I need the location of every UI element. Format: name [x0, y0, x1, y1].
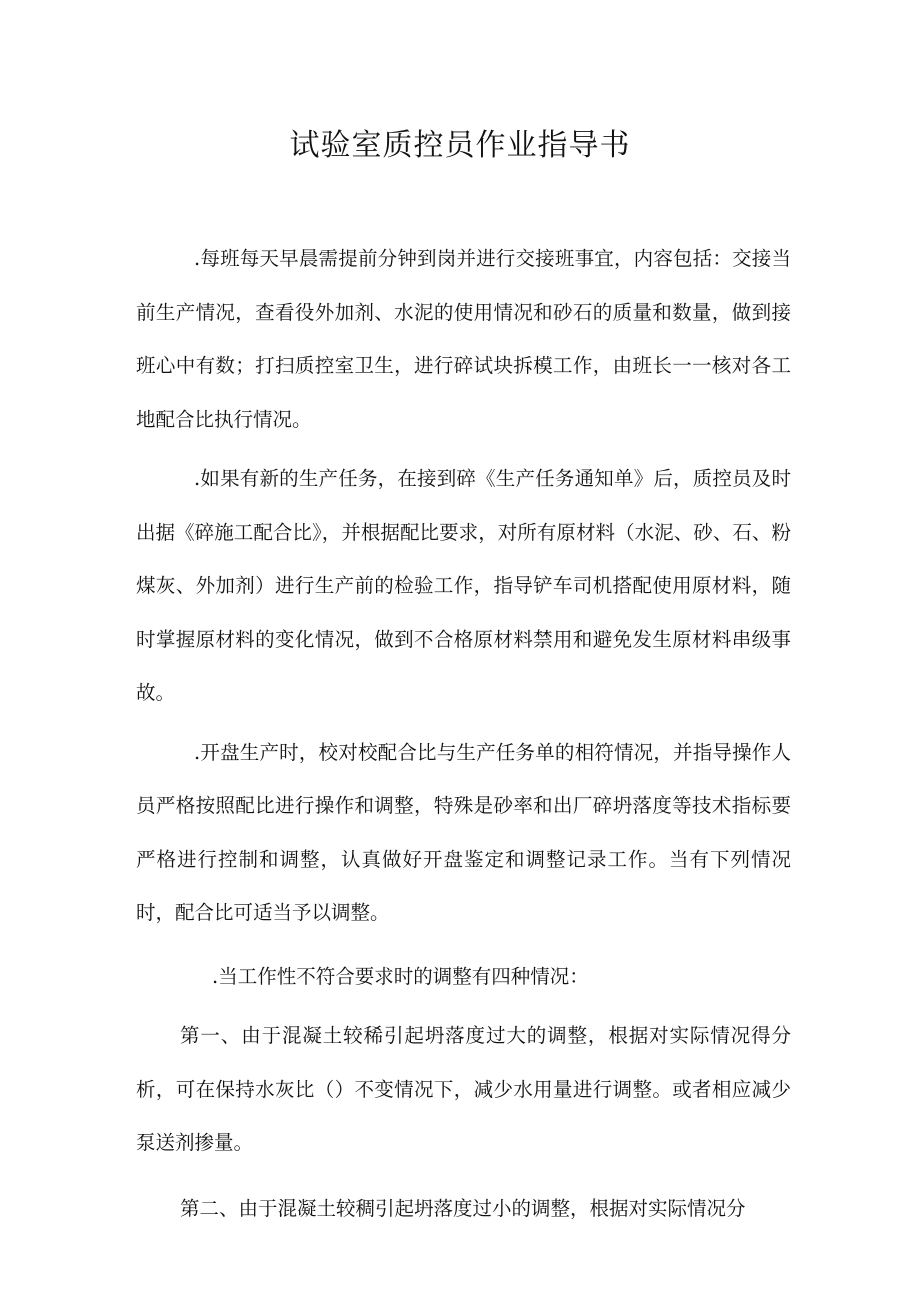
document-title: 试验室质控员作业指导书: [289, 128, 631, 163]
paragraph-adjustment-intro: .当工作性不符合要求时的调整有四种情况：: [212, 964, 589, 988]
paragraph-new-task: .如果有新的生产任务，在接到碎《生产任务通知单》后，质控员及时出据《碎施工配合比》，并根据配比要求，对所有原材料（水泥、砂、石、粉煤灰、外加剂）进行生产前的检验工作，指导铲车司机搭配使用原材料，随时掌握原材料的变化情况，做到不合格原材料禁用和避免发生原材料串级事故。: [136, 467, 791, 704]
paragraph-handover: .每班每天早晨需提前分钟到岗并进行交接班事宜，内容包括：交接当前生产情况，查看役外加剂、水泥的使用情况和砂石的质量和数量，做到接班心中有数；打扫质控室卫生，进行碎试块拆模工作，由班长一一核对各工地配合比执行情况。: [136, 247, 791, 431]
paragraph-start-production: .开盘生产时，校对校配合比与生产任务单的相符情况，并指导操作人员严格按照配比进行操作和调整，特殊是砂率和出厂碎坍落度等技术指标要严格进行控制和调整，认真做好开盘鉴定和调整记录工作。当有下列情况时，配合比可适当予以调整。: [136, 740, 791, 924]
paragraph-case-one: 第一、由于混凝土较稀引起坍落度过大的调整，根据对实际情况得分析，可在保持水灰比（）不变情况下，减少水用量进行调整。或者相应减少泵送剂掺量。: [136, 1024, 791, 1154]
paragraph-case-two: 第二、由于混凝土较稠引起坍落度过小的调整，根据对实际情况分: [180, 1196, 746, 1220]
document-body: [136, 232, 791, 1235]
